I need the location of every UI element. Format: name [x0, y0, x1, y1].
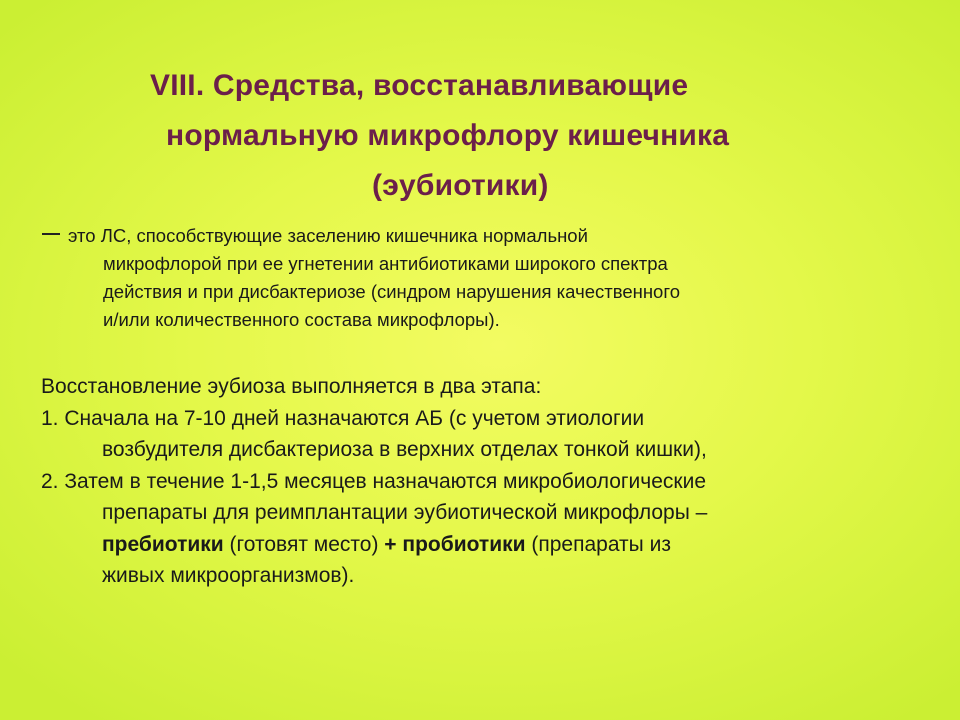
probiotics-note: (препараты из — [525, 532, 671, 556]
step-2-line-1: 2. Затем в течение 1-1,5 месяцев назначаются микробиологические — [41, 469, 706, 493]
title-line-2: нормальную микрофлору кишечника — [166, 119, 730, 152]
definition-line-3: действия и при дисбактериозе (синдром нарушения качественного — [103, 281, 680, 302]
step-1-line-1: 1. Сначала на 7-10 дней назначаются АБ (с учетом этиологии — [41, 406, 645, 430]
definition-text-1: это ЛС, способствующие заселению кишечника нормальной — [68, 225, 588, 246]
prebiotics-term: пребиотики — [102, 532, 224, 556]
step-2-line-3 — [41, 529, 921, 561]
stages-intro: Восстановление эубиоза выполняется в два этапа: — [41, 375, 542, 398]
definition-line-1 — [40, 222, 920, 250]
dash-bullet-icon — [42, 233, 60, 235]
definition-line-2: микрофлорой при ее угнетении антибиотиками широкого спектра — [103, 253, 668, 274]
title-line-3: (эубиотики) — [372, 169, 549, 202]
step-1-line-2: возбудителя дисбактериоза в верхних отделах тонкой кишки), — [102, 438, 707, 461]
probiotics-term: + пробиотики — [384, 532, 526, 556]
step-2-line-4: живых микроорганизмов). — [102, 564, 355, 587]
stages-section — [41, 371, 921, 592]
title-line-1: VIII. Средства, восстанавливающие — [150, 69, 689, 102]
prebiotics-note: (готовят место) — [223, 532, 385, 556]
definition-paragraph — [40, 222, 920, 334]
step-2-line-2: препараты для реимплантации эубиотической микрофлоры – — [102, 501, 708, 524]
definition-line-4: и/или количественного состава микрофлоры). — [103, 309, 500, 330]
